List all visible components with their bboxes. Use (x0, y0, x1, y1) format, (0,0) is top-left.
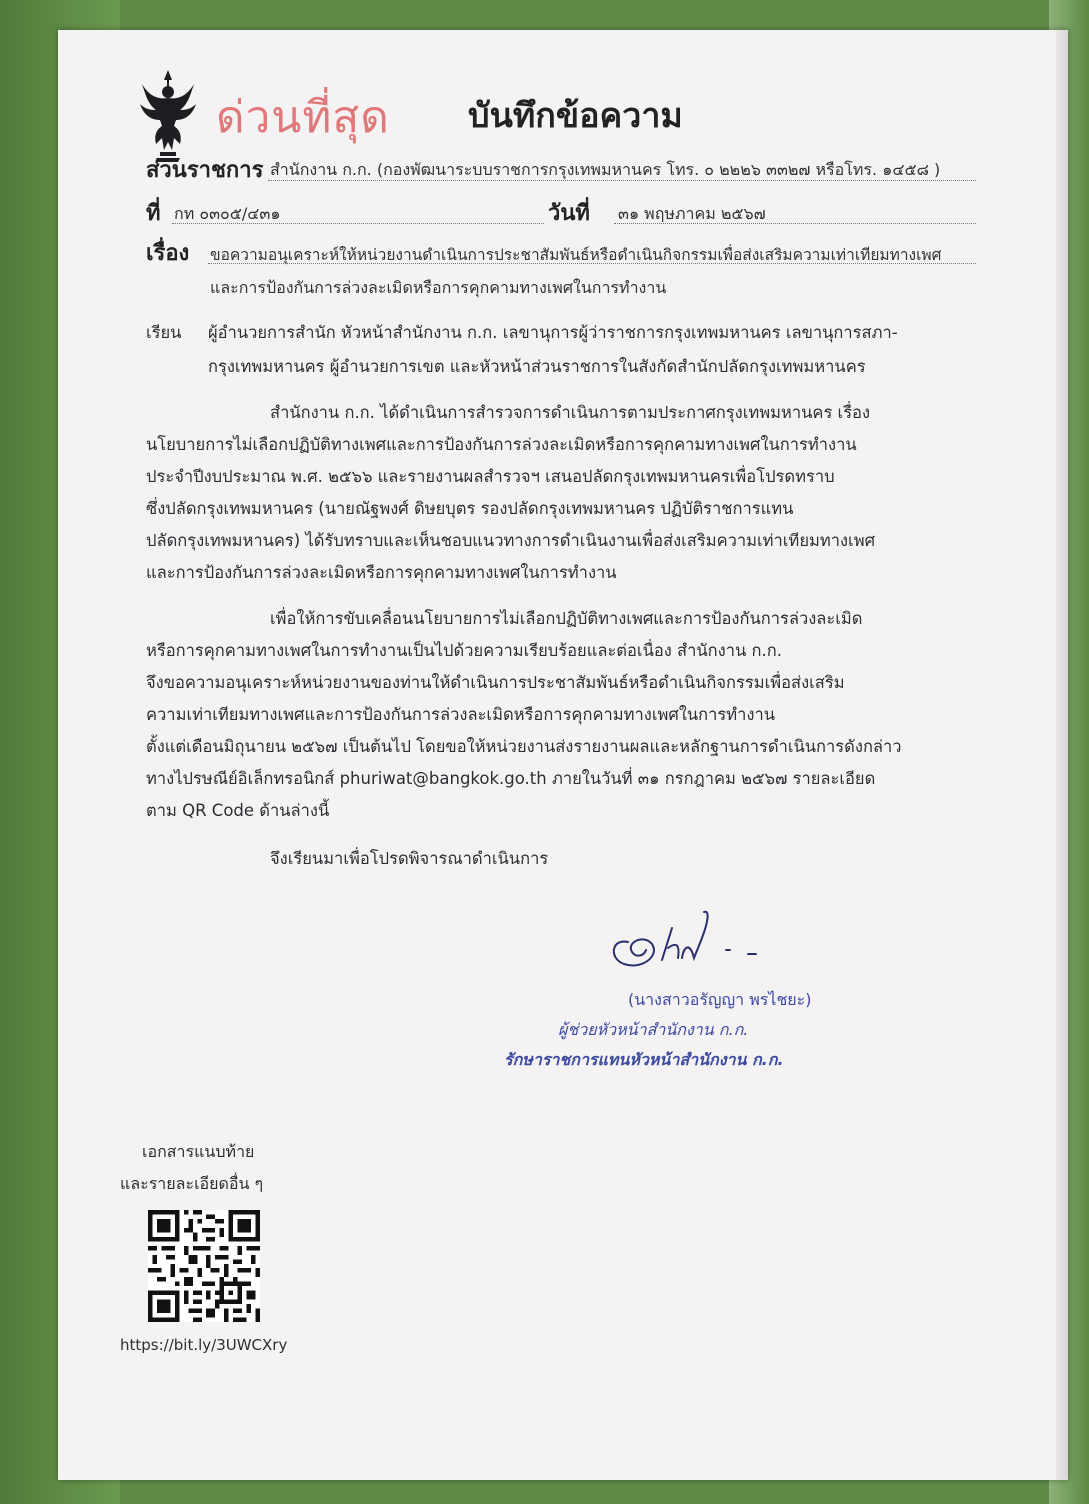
subject-label: เรื่อง (146, 241, 190, 266)
recipient-line-1: ผู้อำนวยการสำนัก หัวหน้าสำนักงาน ก.ก. เลขานุการผู้ว่าราชการกรุงเทพมหานคร เลขานุการสภา- (208, 323, 898, 342)
document-title: บันทึกข้อความ (468, 96, 683, 136)
signatory-position-2: รักษาราชการแทนหัวหน้าสำนักงาน ก.ก. (504, 1050, 784, 1069)
qr-url-link[interactable]: https://bit.ly/3UWCXry (120, 1336, 288, 1354)
memo-paper (58, 30, 1068, 1480)
subject-underline (208, 263, 976, 264)
signatory-name: (นางสาวอรัญญา พรไชยะ) (628, 990, 812, 1009)
ref-label: ที่ (146, 201, 161, 226)
paragraph-1-line: ปลัดกรุงเทพมหานคร) ได้รับทราบและเห็นชอบแนวทางการดำเนินงานเพื่อส่งเสริมความเท่าเทียมทางเพศ (146, 531, 876, 550)
paragraph-2-line: ความเท่าเทียมทางเพศและการป้องกันการล่วงละเมิดหรือการคุกคามทางเพศในการทำงาน (146, 705, 776, 724)
handwritten-signature (598, 898, 798, 978)
date-value: ๓๑ พฤษภาคม ๒๕๖๗ (618, 204, 766, 223)
garuda-emblem-icon (138, 66, 198, 166)
paragraph-1-line: ซึ่งปลัดกรุงเทพมหานคร (นายณัฐพงศ์ ดิษยบุตร รองปลัดกรุงเทพมหานคร ปฏิบัติราชการแทน (146, 499, 794, 518)
paragraph-2-line: ทางไปรษณีย์อิเล็กทรอนิกส์ phuriwat@bangkok.go.th ภายในวันที่ ๓๑ กรกฎาคม ๒๕๖๗ รายละเอียด (146, 769, 876, 788)
paragraph-2-line: ตั้งแต่เดือนมิถุนายน ๒๕๖๗ เป็นต้นไป โดยขอให้หน่วยงานส่งรายงานผลและหลักฐานการดำเนินการดังกล่าว (146, 737, 902, 756)
subject-line-2: และการป้องกันการล่วงละเมิดหรือการคุกคามทางเพศในการทำงาน (210, 278, 667, 297)
signatory-position-1: ผู้ช่วยหัวหน้าสำนักงาน ก.ก. (558, 1020, 749, 1039)
paragraph-2-line: หรือการคุกคามทางเพศในการทำงานเป็นไปด้วยความเรียบร้อยและต่อเนื่อง สำนักงาน ก.ก. (146, 641, 782, 660)
paragraph-1-line: ประจำปีงบประมาณ พ.ศ. ๒๕๖๖ และรายงานผลสำรวจฯ เสนอปลัดกรุงเทพมหานครเพื่อโปรดทราบ (146, 467, 835, 486)
attachment-line-2: และรายละเอียดอื่น ๆ (120, 1174, 264, 1193)
attachment-line-1: เอกสารแนบท้าย (142, 1142, 255, 1161)
date-underline (614, 223, 976, 224)
agency-label: ส่วนราชการ (146, 158, 264, 183)
agency-underline (268, 180, 976, 181)
salutation-label: เรียน (146, 323, 182, 342)
paragraph-1-line: และการป้องกันการล่วงละเมิดหรือการคุกคามทางเพศในการทำงาน (146, 563, 617, 582)
paper-edge (1056, 30, 1068, 1480)
ref-underline (172, 223, 544, 224)
paragraph-2-line: ตาม QR Code ด้านล่างนี้ (146, 801, 330, 820)
paragraph-1-line: นโยบายการไม่เลือกปฏิบัติทางเพศและการป้องกันการล่วงละเมิดหรือการคุกคามทางเพศในการทำงาน (146, 435, 857, 454)
paragraph-1-line: สำนักงาน ก.ก. ได้ดำเนินการสำรวจการดำเนินการตามประกาศกรุงเทพมหานคร เรื่อง (270, 403, 871, 422)
subject-line-1: ขอความอนุเคราะห์ให้หน่วยงานดำเนินการประชาสัมพันธ์หรือดำเนินกิจกรรมเพื่อส่งเสริมความเท่าเทียมทางเพศ (210, 246, 942, 264)
ref-value: กท ๐๓๐๕/๔๓๑ (174, 204, 281, 223)
closing-line: จึงเรียนมาเพื่อโปรดพิจารณาดำเนินการ (270, 849, 549, 868)
qr-code-icon[interactable] (148, 1210, 260, 1322)
urgency-stamp: ด่วนที่สุด (216, 92, 390, 143)
paragraph-2-line: เพื่อให้การขับเคลื่อนนโยบายการไม่เลือกปฏิบัติทางเพศและการป้องกันการล่วงละเมิด (270, 609, 863, 628)
date-label: วันที่ (548, 201, 590, 226)
paragraph-2-line: จึงขอความอนุเคราะห์หน่วยงานของท่านให้ดำเนินการประชาสัมพันธ์หรือดำเนินกิจกรรมเพื่อส่งเสริม (146, 673, 845, 692)
agency-value: สำนักงาน ก.ก. (กองพัฒนาระบบราชการกรุงเทพมหานคร โทร. ๐ ๒๒๒๖ ๓๓๒๗ หรือโทร. ๑๔๕๘ ) (270, 160, 941, 179)
recipient-line-2: กรุงเทพมหานคร ผู้อำนวยการเขต และหัวหน้าส่วนราชการในสังกัดสำนักปลัดกรุงเทพมหานคร (208, 357, 866, 376)
